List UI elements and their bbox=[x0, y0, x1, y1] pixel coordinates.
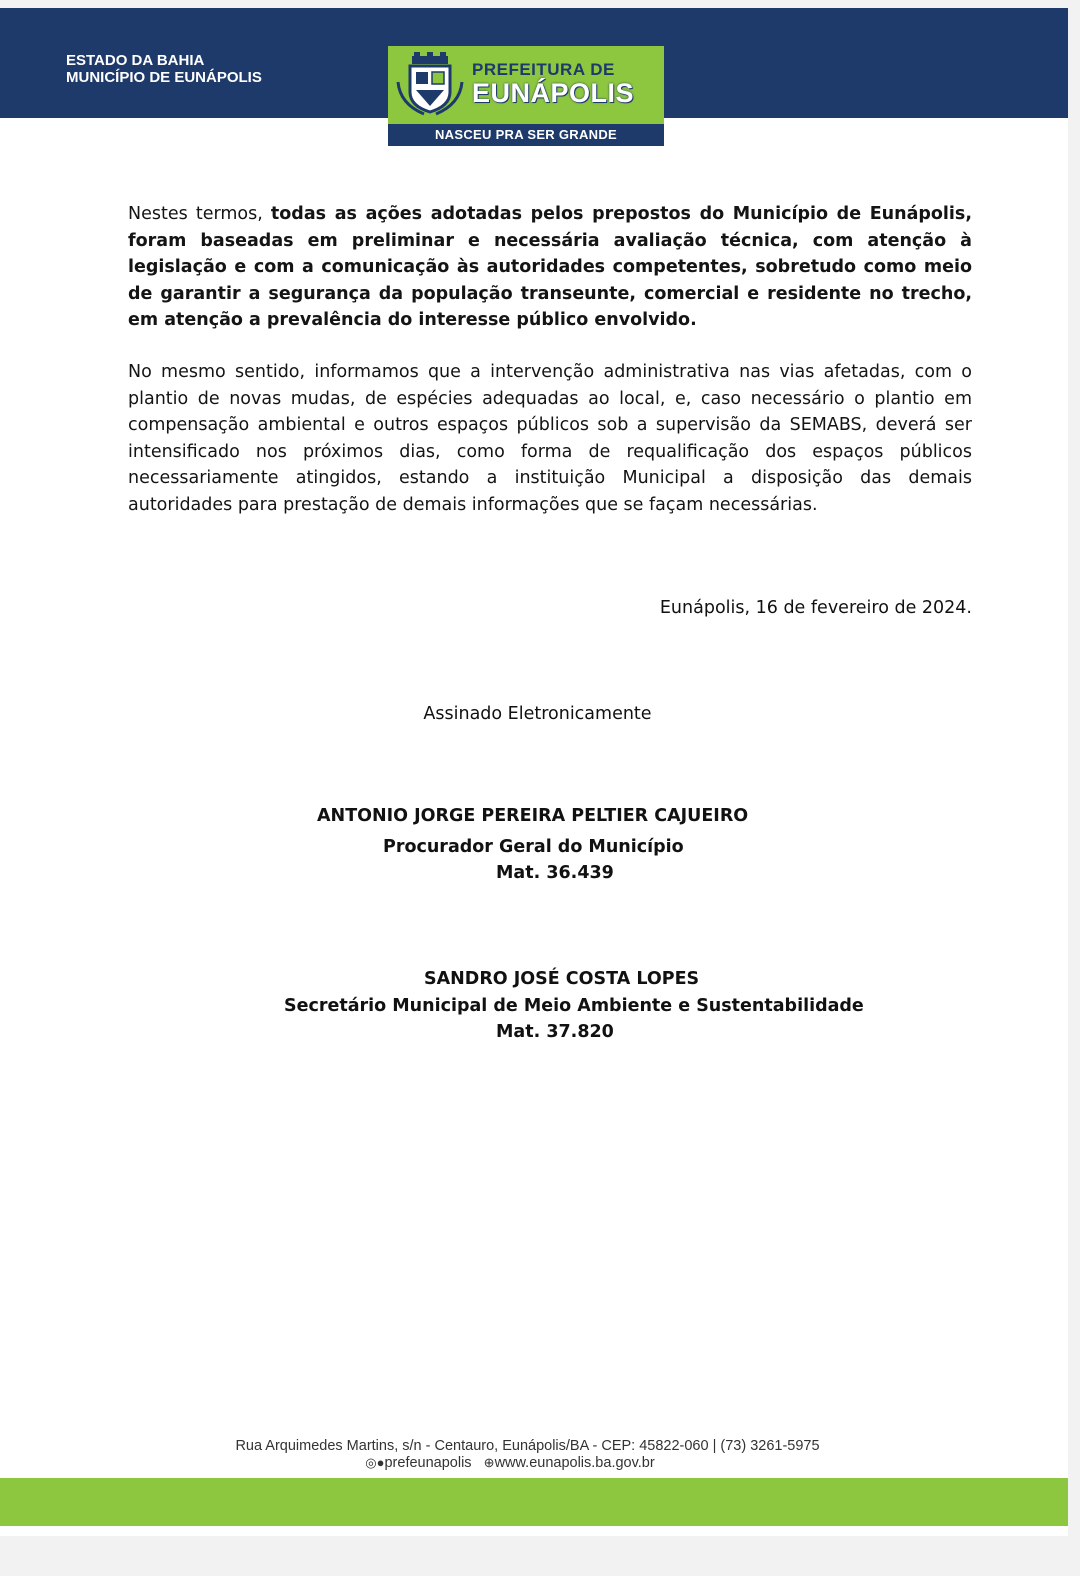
logo-title-line1: PREFEITURA DE bbox=[472, 60, 615, 79]
prefeitura-logo bbox=[388, 46, 664, 146]
document-page bbox=[0, 8, 1068, 1536]
logo-title-line2: EUNÁPOLIS bbox=[472, 78, 635, 108]
footer-links bbox=[0, 1455, 1020, 1471]
paragraph-1 bbox=[128, 201, 972, 334]
municipality-line: MUNICÍPIO DE EUNÁPOLIS bbox=[66, 69, 262, 86]
signature-note: Assinado Eletronicamente bbox=[423, 704, 652, 724]
signatory-2-registration: Mat. 37.820 bbox=[496, 1022, 614, 1042]
footer-green-band bbox=[0, 1478, 1068, 1526]
footer-address: Rua Arquimedes Martins, s/n - Centauro, Eunápolis/BA - CEP: 45822-060 | (73) 3261-5975 bbox=[235, 1438, 820, 1454]
state-line: ESTADO DA BAHIA bbox=[66, 52, 205, 69]
signatory-1-role: Procurador Geral do Município bbox=[383, 837, 684, 857]
paragraph-1-intro: Nestes termos, bbox=[128, 204, 271, 224]
instagram-icon: ◎ bbox=[365, 1455, 377, 1470]
signatory-1-registration: Mat. 36.439 bbox=[496, 863, 614, 883]
signatory-2-name: SANDRO JOSÉ COSTA LOPES bbox=[424, 969, 700, 989]
website-link: www.eunapolis.ba.gov.br bbox=[494, 1455, 655, 1471]
globe-icon: ⊕ bbox=[483, 1455, 495, 1470]
state-heading bbox=[66, 52, 262, 86]
paragraph-1-emphasis: todas as ações adotadas pelos prepostos do Município de Eunápolis, foram baseadas em preliminar e necessária avaliação técnica, com atenção à legislação e com a comunicação às autoridades competentes, sobretudo como meio de garantir a segurança da população transeunte, comercial e residente no trecho, em atenção a prevalência do interesse público envolvido. bbox=[128, 204, 972, 330]
document-date: Eunápolis, 16 de fevereiro de 2024. bbox=[659, 598, 972, 618]
signatory-1-name: ANTONIO JORGE PEREIRA PELTIER CAJUEIRO bbox=[317, 806, 749, 826]
facebook-icon: ● bbox=[376, 1455, 385, 1470]
coat-of-arms-icon bbox=[394, 52, 466, 118]
social-handle: prefeunapolis bbox=[384, 1455, 472, 1471]
logo-green-panel bbox=[388, 46, 664, 124]
logo-slogan: NASCEU PRA SER GRANDE bbox=[388, 124, 664, 146]
paragraph-2: No mesmo sentido, informamos que a intervenção administrativa nas vias afetadas, com o plantio de novas mudas, de espécies adequadas ao local, e, caso necessário o plantio em compensação ambiental e outros espaços públicos sob a supervisão da SEMABS, deverá ser intensificado nos próximos dias, como forma de requalificação dos espaços públicos necessariamente atingidos, estando a instituição Municipal a disposição das demais autoridades para prestação de demais informações que se façam necessárias. bbox=[128, 362, 972, 515]
signatory-2-role: Secretário Municipal de Meio Ambiente e Sustentabilidade bbox=[284, 996, 864, 1016]
